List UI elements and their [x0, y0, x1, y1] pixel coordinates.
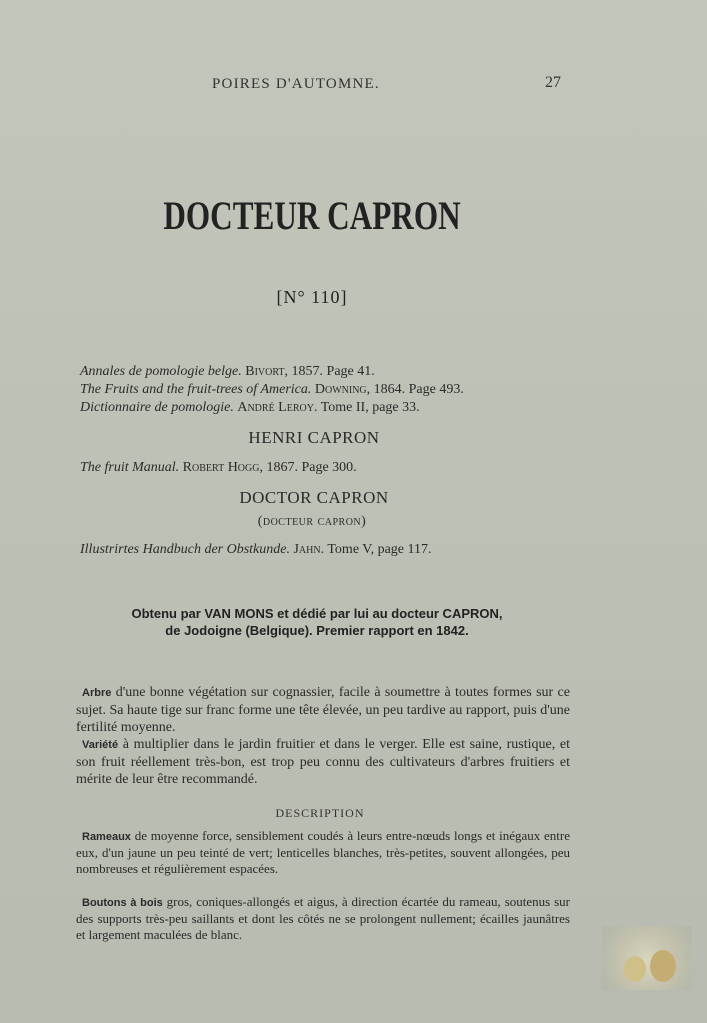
- paragraph-lead: Variété: [82, 739, 119, 751]
- paragraph-text: à multiplier dans le jardin fruitier et dans le verger. Elle est saine, rustique, et son fruit réellement très-bon, est trop peu connu des cultivateurs d'arbres fruitiers et mérite de leur être recommandé.: [76, 737, 570, 787]
- reference-work: Annales de pomologie belge.: [80, 364, 242, 379]
- reference-author: Jahn: [293, 542, 321, 557]
- paragraph-text: d'une bonne végétation sur cognassier, facile à soumettre à toutes formes sur ce sujet. Sa haute tige sur franc forme une tête élevée, un peu tardive au rapport, puis d'une fertilité moyenne.: [76, 685, 570, 735]
- paragraph-rameaux: [76, 828, 570, 877]
- origin-line: Obtenu par VAN MONS et dédié par lui au docteur CAPRON,: [131, 606, 503, 621]
- reference-author: Downing: [314, 382, 367, 397]
- pear-shape: [650, 950, 676, 982]
- reference-line: [80, 363, 464, 381]
- paragraph-lead: Arbre: [82, 687, 112, 699]
- reference-line: [80, 381, 464, 399]
- synonym-heading: DOCTOR CAPRON: [239, 488, 389, 507]
- reference-list-1: [80, 363, 464, 417]
- page-number: 27: [545, 74, 561, 91]
- reference-list-3: [80, 541, 432, 559]
- reference-line: [80, 459, 357, 477]
- paragraph-text: gros, coniques-allongés et aigus, à direction écartée du rameau, soutenus sur des supports très-peu saillants et dont les côtés ne se prolongent nullement; écailles jaunâtres et largement maculées de blanc.: [76, 894, 570, 942]
- reference-detail: . Tome II, page 33.: [313, 400, 420, 415]
- reference-work: The Fruits and the fruit-trees of America.: [80, 382, 312, 397]
- fruit-thumbnail-image: [602, 926, 692, 990]
- origin-statement: [0, 605, 634, 639]
- reference-work: Dictionnaire de pomologie.: [80, 400, 234, 415]
- paragraph-text: de moyenne force, sensiblement coudés à leurs entre-nœuds longs et inégaux entre eux, d'un jaune un peu teinté de vert; lenticelles blanches, très-petites, souvent allongées, peu nombreuses et régulièrement espacées.: [76, 828, 570, 876]
- reference-detail: , 1864. Page 493.: [366, 382, 464, 397]
- reference-work: Illustrirtes Handbuch der Obstkunde.: [80, 542, 290, 557]
- pear-shape: [624, 956, 646, 982]
- paragraph-variete: [76, 736, 570, 788]
- reference-line: [80, 541, 432, 559]
- reference-author: Robert Hogg: [182, 460, 260, 475]
- reference-work: The fruit Manual.: [80, 460, 180, 475]
- variety-title: DOCTEUR CAPRON: [163, 193, 461, 238]
- reference-author: Bivort: [245, 364, 285, 379]
- origin-line: de Jodoigne (Belgique). Premier rapport en 1842.: [165, 623, 469, 638]
- reference-detail: , 1857. Page 41.: [284, 364, 375, 379]
- paragraph-lead: Boutons à bois: [82, 897, 163, 909]
- synonym-subheading: (docteur capron): [257, 514, 367, 529]
- paragraph-arbre: [76, 684, 570, 736]
- reference-list-2: [80, 459, 357, 477]
- reference-detail: , 1867. Page 300.: [259, 460, 357, 475]
- variety-number: [N° 110]: [276, 287, 348, 307]
- paragraph-lead: Rameaux: [82, 831, 131, 843]
- reference-line: [80, 399, 464, 417]
- reference-detail: . Tome V, page 117.: [320, 542, 432, 557]
- reference-author: André Leroy: [237, 400, 314, 415]
- paragraph-boutons: [76, 894, 570, 943]
- section-title: DESCRIPTION: [275, 806, 365, 820]
- running-head: POIRES D'AUTOMNE.: [212, 76, 380, 92]
- synonym-heading: HENRI CAPRON: [248, 428, 380, 447]
